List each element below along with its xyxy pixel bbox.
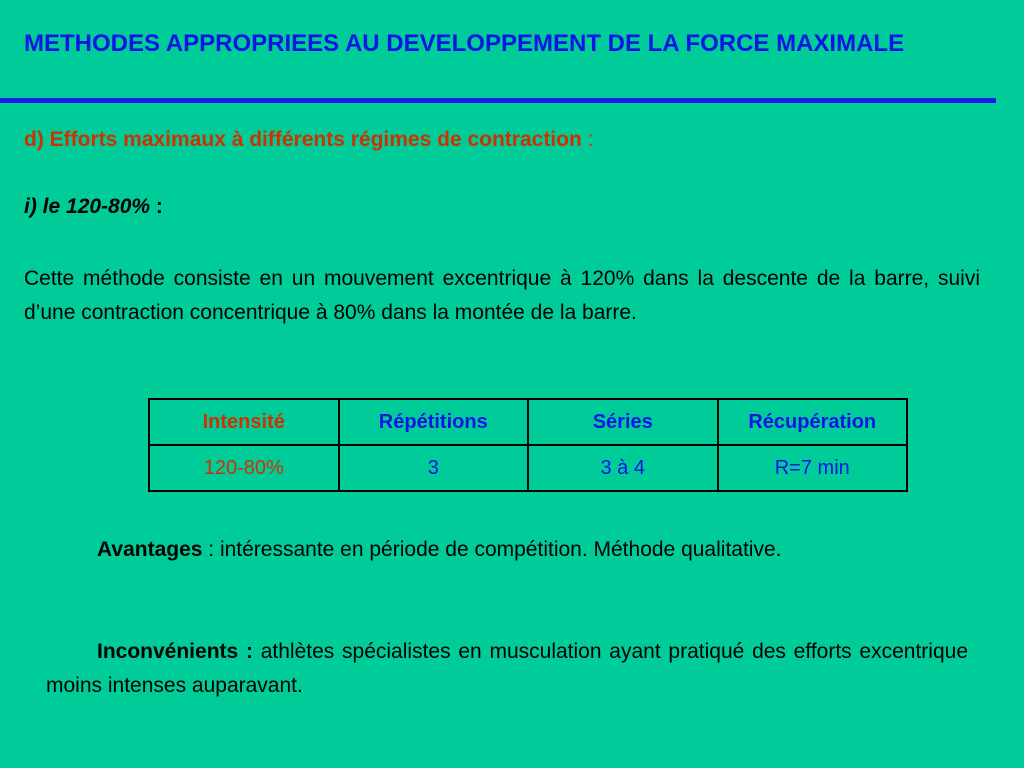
- advantages-text: : intéressante en période de compétition. Méthode qualitative.: [202, 538, 782, 561]
- table-row: [149, 445, 907, 491]
- drawbacks-label: Inconvénients :: [97, 640, 253, 663]
- header-repetitions: Répétitions: [339, 399, 529, 445]
- cell-repetitions: 3: [339, 445, 529, 491]
- slide-title: METHODES APPROPRIEES AU DEVELOPPEMENT DE LA FORCE MAXIMALE: [24, 30, 905, 57]
- section-heading-colon: :: [581, 128, 594, 151]
- section-heading-text: d) Efforts maximaux à différents régimes de contraction: [24, 128, 582, 151]
- header-series: Séries: [528, 399, 718, 445]
- cell-series: 3 à 4: [528, 445, 718, 491]
- title-underline: [0, 98, 996, 103]
- cell-intensity: 120-80%: [149, 445, 339, 491]
- sub-heading: [24, 195, 163, 219]
- method-description: Cette méthode consiste en un mouvement excentrique à 120% dans la descente de la barre, suivi d’une contraction concentrique à 80% dans la montée de la barre.: [24, 267, 980, 324]
- cell-recovery: R=7 min: [718, 445, 908, 491]
- drawbacks-text: athlètes spécialistes en musculation ayant pratiqué des efforts excentrique moins intenses auparavant.: [46, 640, 968, 697]
- table-header-row: [149, 399, 907, 445]
- header-intensity: Intensité: [149, 399, 339, 445]
- drawbacks-paragraph: [46, 635, 968, 703]
- training-parameters-table: [148, 398, 908, 492]
- header-recovery: Récupération: [718, 399, 908, 445]
- advantages-paragraph: [46, 533, 968, 567]
- sub-heading-label: i) le 120-80%: [24, 195, 151, 218]
- section-heading: [24, 128, 593, 152]
- advantages-label: Avantages: [97, 538, 203, 561]
- sub-heading-colon: :: [150, 195, 163, 218]
